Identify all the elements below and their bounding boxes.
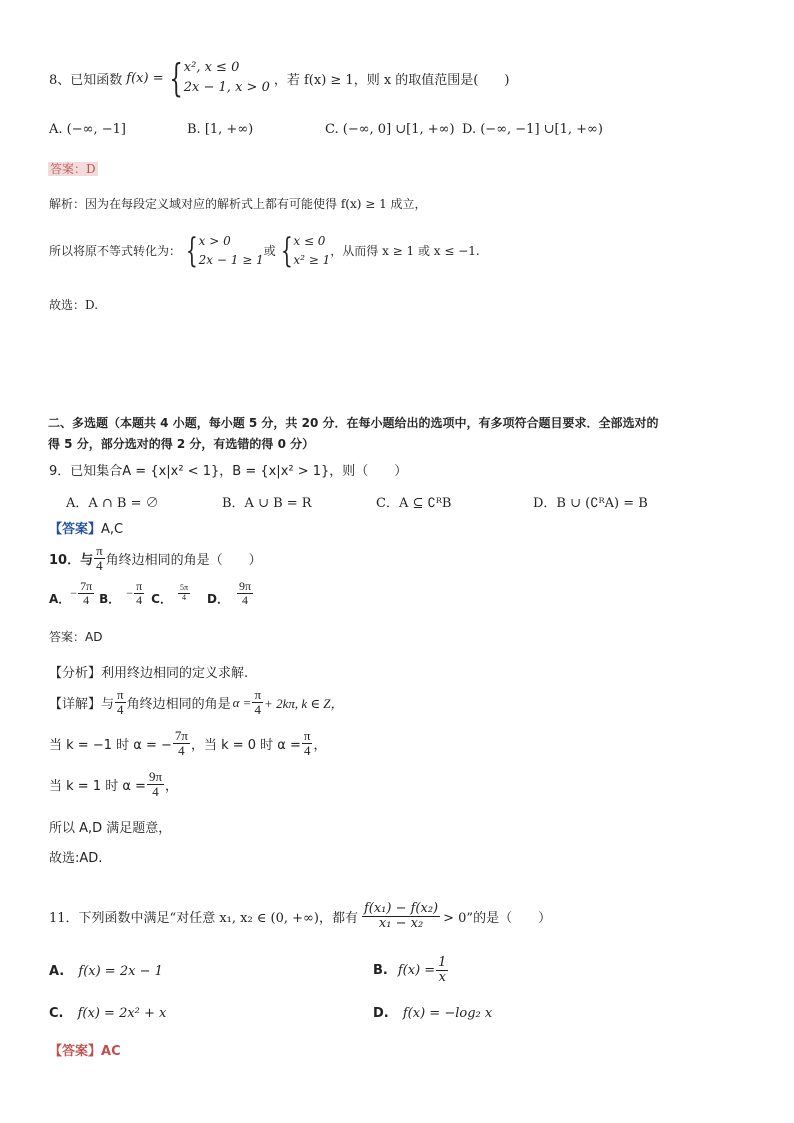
q10-line3-den: 4 bbox=[152, 784, 159, 800]
q10-opt-d-label: D． bbox=[207, 592, 229, 607]
q10-answer: 答案：AD bbox=[49, 630, 103, 644]
q10-opt-b-num: π bbox=[136, 579, 143, 593]
q10-line2-b: ，当 k = 0 时 α = bbox=[190, 738, 301, 754]
q10-conclude: 所以 A,D 满足题意， bbox=[49, 821, 172, 836]
q9-answer bbox=[49, 518, 123, 537]
q8-analysis-line2 bbox=[49, 232, 480, 269]
q10-detail-frac2 bbox=[252, 688, 263, 718]
q9-answer-val: A,C bbox=[101, 522, 124, 537]
q10-opt-a-label: A． bbox=[49, 592, 71, 607]
q8-sys1 bbox=[199, 232, 264, 269]
q10-line2-end: ， bbox=[313, 738, 327, 754]
q8-brace: { bbox=[169, 56, 183, 101]
q8-answer-text: 答案：D bbox=[50, 162, 96, 176]
q8-f-label: f(x) = bbox=[126, 70, 164, 86]
q10-opt-c-label: C． bbox=[151, 592, 172, 607]
q10-detail-frac1 bbox=[115, 688, 126, 718]
q10-opt-b-neg: − bbox=[126, 586, 134, 601]
q10-detail-prefix: 【详解】与 bbox=[49, 697, 115, 713]
q9-option-d: D．B ∪ (∁ᴿA) = B bbox=[533, 496, 648, 511]
q9-option-c: C．A ⊆ ∁ᴿB bbox=[376, 496, 452, 511]
q8-option-a: A. (−∞, −1] bbox=[49, 122, 126, 137]
q11-stem-prefix: 11．下列函数中满足“对任意 x₁, x₂ ∈ (0, +∞)，都有 bbox=[49, 911, 358, 927]
q10-stem-suffix: 角终边相同的角是（ ） bbox=[105, 553, 262, 569]
q10-line3-a: 当 k = 1 时 α = bbox=[49, 779, 146, 795]
q8-option-b: B. [1, +∞) bbox=[187, 122, 254, 137]
q10-opt-c-num: 5π bbox=[179, 583, 188, 593]
q11-opt-b-num: 1 bbox=[438, 955, 447, 970]
q11-answer bbox=[49, 1040, 121, 1059]
q11-stem-frac bbox=[362, 902, 440, 932]
q11-opt-b-pre: f(x) = bbox=[397, 963, 436, 979]
q9-answer-tag: 【答案】 bbox=[49, 522, 102, 537]
q8-case1: x², x ≤ 0 bbox=[183, 60, 240, 75]
q9-option-a: A．A ∩ B = ∅ bbox=[66, 496, 159, 511]
q10-opt-a-frac bbox=[78, 580, 94, 607]
q8-option-c: C. (−∞, 0] ∪[1, +∞) bbox=[325, 122, 455, 137]
q10-opt-b-frac bbox=[134, 580, 144, 607]
q10-opt-b-den: 4 bbox=[136, 593, 143, 608]
q11-opt-c-text: f(x) = 2x² + x bbox=[77, 1006, 167, 1021]
q8-stem-suffix: ，若 f(x) ≥ 1，则 x 的取值范围是( ) bbox=[273, 72, 510, 88]
q10-choose: 故选:AD. bbox=[49, 851, 103, 866]
q10-detail-num1: π bbox=[117, 687, 124, 702]
q11-opt-c-label: C. bbox=[49, 1006, 64, 1021]
q8-analysis-line1: 解析：因为在每段定义域对应的解析式上都有可能使得 f(x) ≥ 1 成立， bbox=[49, 197, 427, 211]
q10-line2-den2: 4 bbox=[303, 743, 311, 759]
q11-opt-b-frac bbox=[436, 956, 448, 986]
q8-or: 或 bbox=[263, 244, 276, 259]
q11-opt-a-text: f(x) = 2x − 1 bbox=[78, 964, 163, 979]
q10-line2-frac2 bbox=[302, 729, 313, 759]
q10-detail-num2: π bbox=[254, 687, 262, 702]
q10-line2-den1: 4 bbox=[178, 743, 185, 759]
q10-line3-end: ， bbox=[165, 779, 179, 795]
q10-detail-alpha: α = bbox=[232, 694, 252, 710]
q10-line2-frac1 bbox=[173, 729, 190, 759]
q8-stem-prefix: 8、已知函数 bbox=[49, 72, 123, 88]
q10-opt-d-num: 9π bbox=[238, 579, 252, 593]
section2-line2: 得 5 分，部分选对的得 2 分，有选错的得 0 分） bbox=[48, 437, 315, 451]
q10-analysis: 【分析】利用终边相同的定义求解. bbox=[49, 666, 249, 681]
q11-stem bbox=[49, 902, 551, 932]
q11-opt-d-text: f(x) = −log₂ x bbox=[402, 1006, 493, 1021]
q11-option-b bbox=[373, 956, 449, 986]
q8-sys1-b: 2x − 1 ≥ 1 bbox=[198, 252, 264, 267]
q8-option-d: D. (−∞, −1] ∪[1, +∞) bbox=[462, 122, 603, 137]
q10-line3-num: 9π bbox=[148, 769, 163, 784]
q10-opt-a-den: 4 bbox=[83, 593, 90, 608]
q11-opt-a-label: A. bbox=[49, 964, 65, 979]
q11-answer-val: AC bbox=[101, 1044, 121, 1059]
q10-stem-frac bbox=[94, 544, 105, 574]
q8-cases bbox=[184, 58, 270, 98]
q10-opt-d-den: 4 bbox=[242, 593, 248, 608]
q10-opt-a-neg: − bbox=[70, 586, 78, 601]
q8-analysis-prefix: 所以将原不等式转化为： bbox=[49, 244, 182, 259]
q10-opt-b-label: B． bbox=[99, 592, 121, 607]
q8-answer bbox=[48, 160, 98, 177]
q10-line2-a: 当 k = −1 时 α = − bbox=[49, 738, 172, 754]
q11-stem-suffix: > 0”的是（ ） bbox=[443, 911, 552, 927]
q10-stem-den: 4 bbox=[96, 558, 103, 574]
q8-stem bbox=[49, 56, 510, 101]
q9-option-b: B．A ∪ B = R bbox=[222, 496, 312, 511]
q11-opt-b-den: x bbox=[438, 970, 446, 986]
q8-sys2-brace: { bbox=[280, 230, 293, 271]
q8-sys2 bbox=[293, 232, 330, 269]
q10-detail-den1: 4 bbox=[117, 702, 124, 718]
q11-opt-d-label: D. bbox=[373, 1006, 389, 1021]
q10-detail bbox=[49, 688, 343, 718]
q8-case2: 2x − 1, x > 0 bbox=[183, 80, 270, 96]
q10-detail-suffix: + 2kπ, k ∈ Z， bbox=[264, 696, 344, 712]
q8-analysis-suffix: ，从而得 x ≥ 1 或 x ≤ −1. bbox=[330, 244, 480, 259]
q8-sys2-a: x ≤ 0 bbox=[293, 234, 326, 248]
q8-sys2-b: x² ≥ 1 bbox=[293, 252, 331, 267]
q8-sys1-brace: { bbox=[185, 230, 198, 271]
q10-detail-mid: 角终边相同的角是 bbox=[126, 697, 231, 713]
q10-line3 bbox=[49, 770, 178, 800]
q10-line2-num2: π bbox=[303, 728, 311, 743]
section2-line1: 二、多选题（本题共 4 小题，每小题 5 分，共 20 分．在每小题给出的选项中，有多项符合题目要求．全部选对的 bbox=[48, 416, 659, 430]
q11-option-a bbox=[49, 964, 163, 979]
q11-option-d bbox=[373, 1006, 492, 1021]
q10-opt-c-den: 4 bbox=[181, 593, 186, 603]
q11-frac-num: f(x₁) − f(x₂) bbox=[363, 901, 439, 916]
q11-frac-den: x₁ − x₂ bbox=[378, 916, 424, 932]
q9-stem: 9．已知集合A = {x|x² < 1}，B = {x|x² > 1}，则（ ） bbox=[49, 464, 408, 479]
q11-answer-tag: 【答案】 bbox=[49, 1044, 102, 1059]
q10-stem-prefix: 10．与 bbox=[49, 553, 94, 569]
q10-opt-a-num: 7π bbox=[80, 579, 93, 593]
q11-option-c bbox=[49, 1006, 166, 1021]
q10-opt-d-frac bbox=[237, 580, 253, 607]
q10-line2-num1: 7π bbox=[174, 728, 188, 743]
q10-options bbox=[49, 580, 254, 607]
q8-choose: 故选：D. bbox=[49, 298, 99, 312]
q10-line2 bbox=[49, 729, 327, 759]
q8-sys1-a: x > 0 bbox=[198, 234, 231, 248]
q10-detail-den2: 4 bbox=[254, 702, 261, 718]
q10-stem-num: π bbox=[96, 543, 103, 558]
q10-opt-c-frac bbox=[178, 584, 190, 603]
q10-line3-frac bbox=[147, 770, 164, 800]
q10-stem bbox=[49, 544, 262, 574]
q11-opt-b-label: B. bbox=[373, 963, 388, 979]
